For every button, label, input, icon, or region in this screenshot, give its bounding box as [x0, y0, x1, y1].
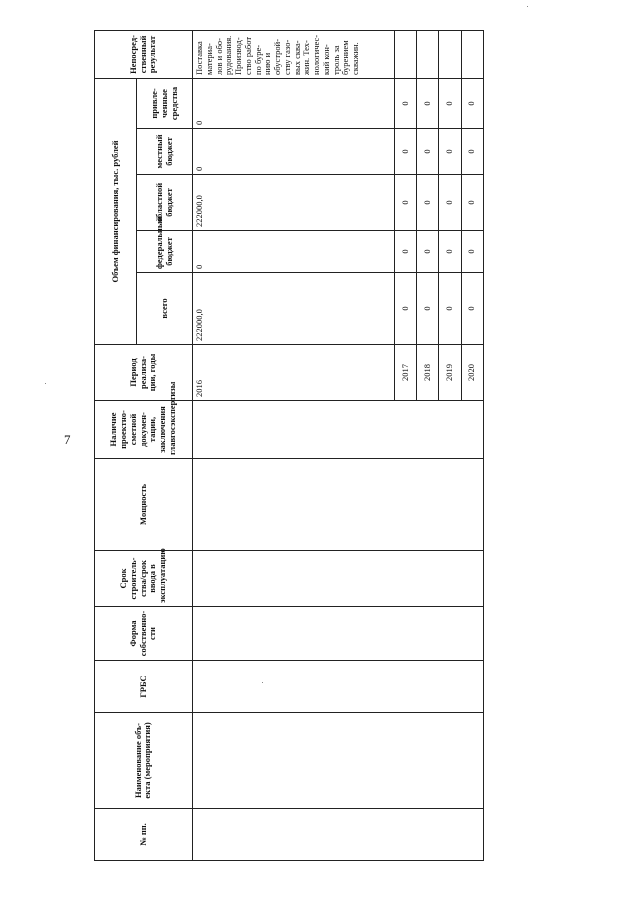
cell-ownership: [192, 607, 483, 661]
header-regional: областной бюджет: [137, 175, 193, 231]
cell-year: 2020: [461, 345, 483, 401]
header-capacity: Мощность: [95, 459, 193, 551]
cell-local: 0: [439, 129, 461, 175]
cell-name: [192, 713, 483, 809]
cell-regional: 222000,0: [192, 175, 394, 231]
header-name: Наименование объ-екта (мероприятия): [95, 713, 193, 809]
header-design-docs: Наличие проектно-сметной докумен-тации, заключения главгосэкспертизы: [95, 401, 193, 459]
header-total: всего: [137, 273, 193, 345]
cell-year: 2017: [395, 345, 417, 401]
cell-attracted: 0: [395, 78, 417, 128]
header-construction-term: Срок строитель-ства/срок ввода в эксплуатацию: [95, 551, 193, 607]
header-period: Период реализа-ции, годы: [95, 345, 193, 401]
scan-speck: [45, 383, 46, 384]
page-number: 7: [64, 432, 71, 447]
header-attracted: привле-ченные средства: [137, 78, 193, 128]
cell-year: 2019: [439, 345, 461, 401]
header-local: местный бюджет: [137, 129, 193, 175]
table-row: [192, 30, 394, 860]
cell-design-docs: [192, 401, 483, 459]
cell-total: 0: [439, 273, 461, 345]
cell-result: [395, 30, 417, 78]
cell-federal: 0: [439, 231, 461, 273]
cell-local: 0: [395, 129, 417, 175]
header-num: № пп.: [95, 809, 193, 861]
cell-result: Поставка материа-лов и обо-рудования. Производ-ство работ по буре-нию и обустрой-ству газо-вых сква-жин. Тех-нологичес-кий кон-троль за бурением скважин.: [192, 30, 394, 78]
cell-construction-term: [192, 551, 483, 607]
cell-attracted: 0: [192, 78, 394, 128]
cell-federal: 0: [461, 231, 483, 273]
cell-regional: 0: [395, 175, 417, 231]
cell-attracted: 0: [461, 78, 483, 128]
cell-federal: 0: [395, 231, 417, 273]
header-ownership: Форма собственно-сти: [95, 607, 193, 661]
cell-regional: 0: [417, 175, 439, 231]
rotated-table-container: [94, 31, 484, 861]
header-financing-group: Объем финансирования, тыс. рублей: [95, 78, 137, 344]
cell-year: 2018: [417, 345, 439, 401]
cell-result: [461, 30, 483, 78]
cell-regional: 0: [461, 175, 483, 231]
cell-year: 2016: [192, 345, 394, 401]
cell-federal: 0: [417, 231, 439, 273]
header-federal: федеральный бюджет: [137, 231, 193, 273]
header-grbs: ГРБС: [95, 661, 193, 713]
header-result: Непосред-ственный результат: [95, 30, 193, 78]
cell-result: [417, 30, 439, 78]
cell-total: 0: [395, 273, 417, 345]
cell-grbs: [192, 661, 483, 713]
cell-local: 0: [417, 129, 439, 175]
cell-local: 0: [461, 129, 483, 175]
cell-federal: 0: [192, 231, 394, 273]
cell-attracted: 0: [439, 78, 461, 128]
cell-capacity: [192, 459, 483, 551]
cell-num: [192, 809, 483, 861]
scan-speck: [527, 6, 528, 7]
cell-total: 0: [461, 273, 483, 345]
cell-attracted: 0: [417, 78, 439, 128]
cell-total: 0: [417, 273, 439, 345]
scan-speck: [262, 682, 263, 683]
cell-total: 222000,0: [192, 273, 394, 345]
cell-local: 0: [192, 129, 394, 175]
financing-table: [94, 30, 484, 861]
cell-regional: 0: [439, 175, 461, 231]
cell-result: [439, 30, 461, 78]
